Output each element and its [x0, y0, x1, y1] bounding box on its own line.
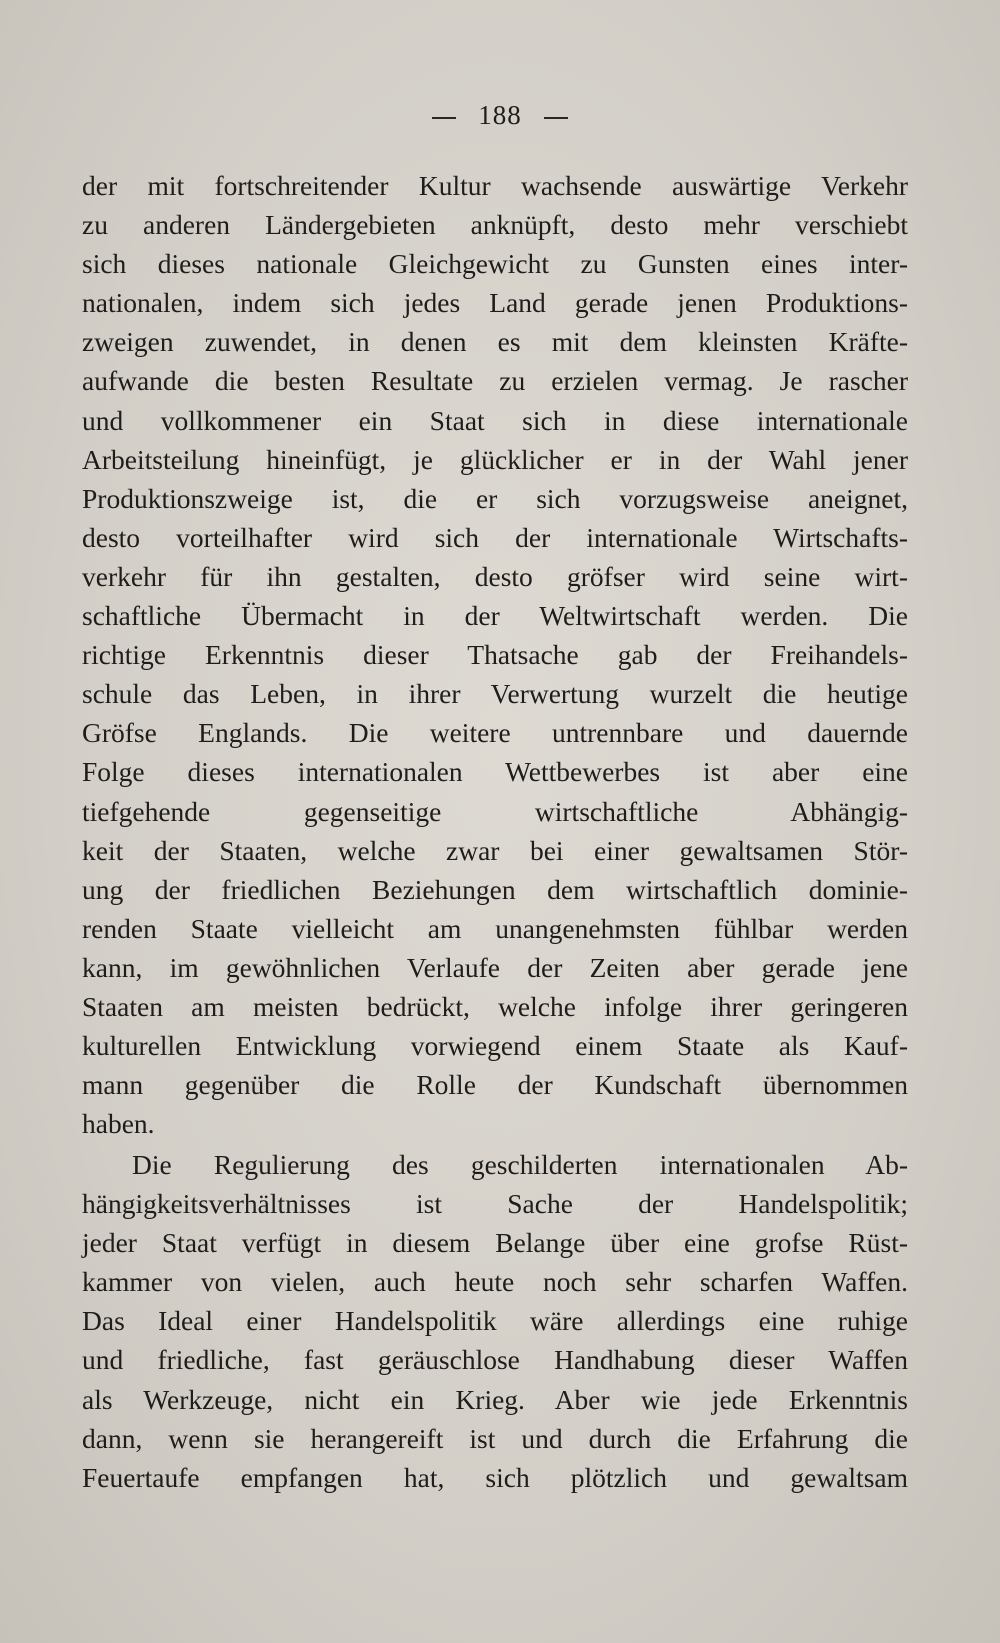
text-line: kulturellen Entwicklung vorwiegend einem Staate als Kauf-: [82, 1030, 908, 1062]
text-line: dann, wenn sie herangereift ist und durch die Erfahrung die: [82, 1422, 908, 1454]
text-line: Die Regulierung des geschilderten internationalen Ab-: [132, 1149, 908, 1180]
text-line: richtige Erkenntnis dieser Thatsache gab der Freihandels-: [82, 639, 908, 671]
header-dash-right: [544, 117, 568, 119]
text-line: tiefgehende gegenseitige wirtschaftliche Abhängig-: [82, 795, 908, 827]
paragraph-2: [82, 1145, 908, 1497]
text-line: ung der friedlichen Beziehungen dem wirtschaftlich dominie-: [82, 873, 908, 905]
text-line: zweigen zuwendet, in denen es mit dem kleinsten Kräfte-: [82, 326, 908, 358]
text-line: verkehr für ihn gestalten, desto gröfser wird seine wirt-: [82, 560, 908, 592]
text-line: desto vorteilhafter wird sich der internationale Wirtschafts-: [82, 521, 908, 553]
text-line: und vollkommener ein Staat sich in diese internationale: [82, 404, 908, 436]
text-line: und friedliche, fast geräuschlose Handhabung dieser Waffen: [82, 1344, 908, 1376]
page-number: 188: [478, 100, 522, 130]
text-line: mann gegenüber die Rolle der Kundschaft übernommen: [82, 1069, 908, 1101]
page-header: [0, 100, 1000, 131]
text-line: kammer von vielen, auch heute noch sehr scharfen Waffen.: [82, 1266, 908, 1298]
text-line: keit der Staaten, welche zwar bei einer gewaltsamen Stör-: [82, 834, 908, 866]
text-line: der mit fortschreitender Kultur wachsende auswärtige Verkehr: [82, 170, 908, 201]
text-line: nationalen, indem sich jedes Land gerade jenen Produktions-: [82, 287, 908, 319]
text-line: renden Staate vielleicht am unangenehmsten fühlbar werden: [82, 912, 908, 944]
paragraph-1: [82, 166, 908, 1143]
text-line: jeder Staat verfügt in diesem Belange über eine grofse Rüst-: [82, 1227, 908, 1259]
text-line: kann, im gewöhnlichen Verlaufe der Zeiten aber gerade jene: [82, 951, 908, 983]
text-line: Produktionszweige ist, die er sich vorzugsweise aneignet,: [82, 482, 908, 514]
text-line: als Werkzeuge, nicht ein Krieg. Aber wie jede Erkenntnis: [82, 1383, 908, 1415]
text-line: Arbeitsteilung hineinfügt, je glücklicher er in der Wahl jener: [82, 443, 908, 475]
text-line: schaftliche Übermacht in der Weltwirtschaft werden. Die: [82, 600, 908, 632]
header-dash-left: [432, 117, 456, 119]
text-line: Gröfse Englands. Die weitere untrennbare und dauernde: [82, 717, 908, 749]
text-line: schule das Leben, in ihrer Verwertung wurzelt die heutige: [82, 678, 908, 710]
text-line: Staaten am meisten bedrückt, welche infolge ihrer geringeren: [82, 990, 908, 1022]
text-line: sich dieses nationale Gleichgewicht zu Gunsten eines inter-: [82, 248, 908, 280]
text-line: haben.: [82, 1108, 155, 1140]
text-line: Folge dieses internationalen Wettbewerbes ist aber eine: [82, 756, 908, 788]
text-line: hängigkeitsverhältnisses ist Sache der Handelspolitik;: [82, 1188, 908, 1220]
text-line: zu anderen Ländergebieten anknüpft, desto mehr verschiebt: [82, 209, 908, 241]
text-line: Feuertaufe empfangen hat, sich plötzlich und gewaltsam: [82, 1461, 908, 1493]
text-line: Das Ideal einer Handelspolitik wäre allerdings eine ruhige: [82, 1305, 908, 1337]
text-line: aufwande die besten Resultate zu erzielen vermag. Je rascher: [82, 365, 908, 397]
